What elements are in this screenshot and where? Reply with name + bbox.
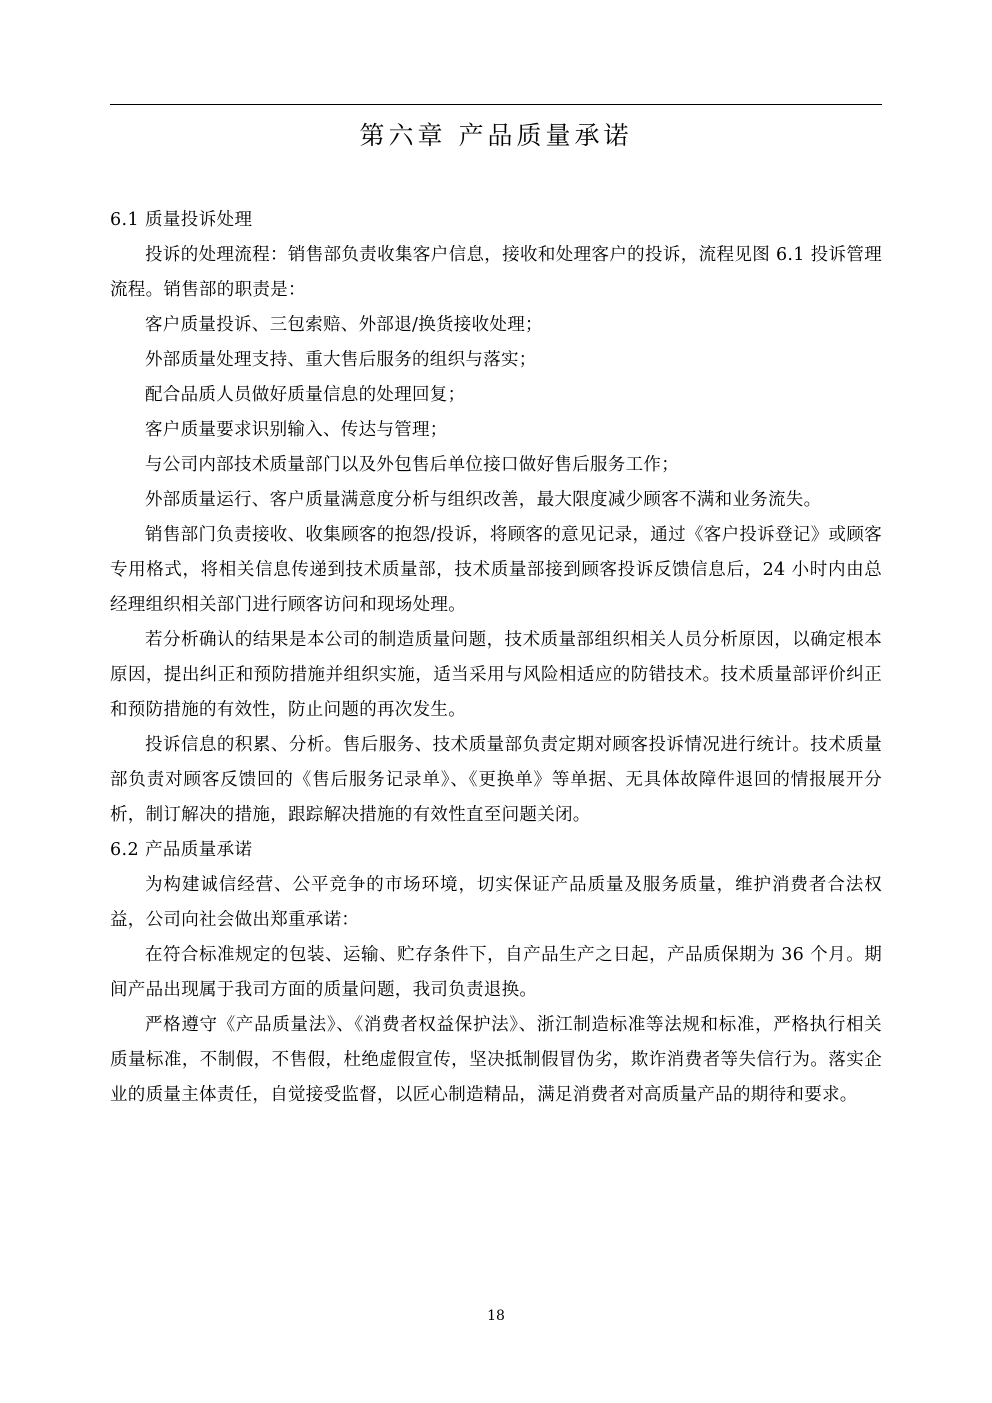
paragraph: 销售部门负责接收、收集顾客的抱怨/投诉，将顾客的意见记录，通过《客户投诉登记》或顾客专用格式，将相关信息传递到技术质量部，技术质量部接到顾客投诉反馈信息后，24 小时内由总经理组织相关部门进行顾客访问和现场处理。 <box>110 525 882 615</box>
paragraph: 为构建诚信经营、公平竞争的市场环境，切实保证产品质量及服务质量，维护消费者合法权益，公司向社会做出郑重承诺： <box>110 875 882 930</box>
page-number: 18 <box>487 1308 505 1324</box>
paragraph: 投诉的处理流程：销售部负责收集客户信息，接收和处理客户的投诉，流程见图 6.1 投诉管理流程。销售部的职责是： <box>110 245 882 300</box>
paragraph: 投诉信息的积累、分析。售后服务、技术质量部负责定期对顾客投诉情况进行统计。技术质量部负责对顾客反馈回的《售后服务记录单》、《更换单》等单据、无具体故障件退回的情报展开分析，制订解决的措施，跟踪解决措施的有效性直至问题关闭。 <box>110 735 882 825</box>
page-title: 第六章 产品质量承诺 <box>359 121 633 150</box>
section-6-2 <box>110 833 882 1113</box>
section-6-1 <box>110 203 882 833</box>
paragraph: 在符合标准规定的包装、运输、贮存条件下，自产品生产之日起，产品质保期为 36 个月。期间产品出现属于我司方面的质量问题，我司负责退换。 <box>110 945 882 1000</box>
section-heading-6-1: 6.1 质量投诉处理 <box>110 210 253 230</box>
paragraph: 与公司内部技术质量部门以及外包售后单位接口做好售后服务工作； <box>145 455 679 475</box>
section-heading-6-2: 6.2 产品质量承诺 <box>110 840 253 860</box>
header-divider <box>110 104 882 105</box>
paragraph: 严格遵守《产品质量法》、《消费者权益保护法》、浙江制造标准等法规和标准，严格执行相关质量标准，不制假，不售假，杜绝虚假宣传，坚决抵制假冒伪劣，欺诈消费者等失信行为。落实企业的质量主体责任，自觉接受监督，以匠心制造精品，满足消费者对高质量产品的期待和要求。 <box>110 1015 882 1105</box>
paragraph: 客户质量要求识别输入、传达与管理； <box>145 420 448 440</box>
paragraph: 客户质量投诉、三包索赔、外部退/换货接收处理； <box>145 315 543 335</box>
paragraph: 外部质量处理支持、重大售后服务的组织与落实； <box>145 350 537 370</box>
paragraph: 若分析确认的结果是本公司的制造质量问题，技术质量部组织相关人员分析原因，以确定根本原因，提出纠正和预防措施并组织实施，适当采用与风险相适应的防错技术。技术质量部评价纠正和预防措施的有效性，防止问题的再次发生。 <box>110 630 882 720</box>
paragraph: 配合品质人员做好质量信息的处理回复； <box>145 385 466 405</box>
document-body <box>110 118 882 1113</box>
paragraph: 外部质量运行、客户质量满意度分析与组织改善，最大限度减少顾客不满和业务流失。 <box>145 490 822 510</box>
